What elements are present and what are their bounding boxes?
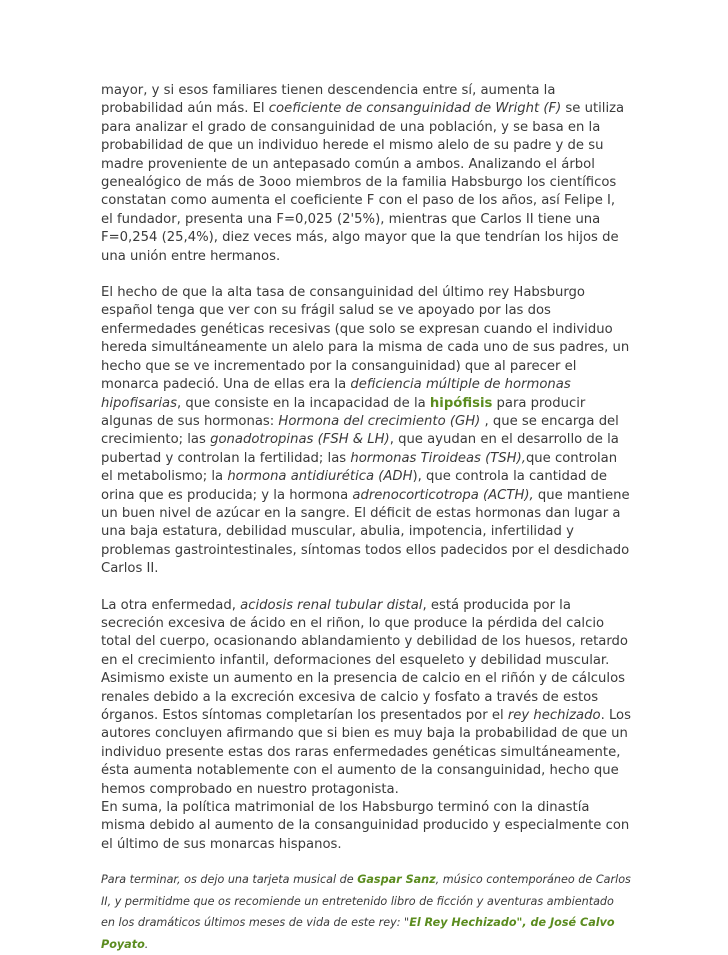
term-wright-coefficient: coeficiente de consanguinidad de Wright (F) bbox=[268, 101, 562, 117]
link-el-rey-hechizado[interactable]: El Rey Hechizado", de José Calvo Poyato bbox=[101, 916, 615, 951]
link-gaspar-sanz[interactable]: Gaspar Sanz bbox=[357, 873, 436, 887]
term-adh: hormona antidiurética (ADH bbox=[227, 469, 413, 485]
paragraph-recommendation: Para terminar, os dejo una tarjeta musical de Gaspar Sanz, músico contemporáneo de Carlos II, y permitidme que os recomiende un entretenido libro de ficción y aventuras ambientado en los dramáticos últimos meses de vida de este rey: "El Rey Hechizado", de José Calvo Poyato. bbox=[101, 873, 631, 951]
paragraph-hormone-deficiency: El hecho de que la alta tasa de consanguinidad del último rey Habsburgo español tenga que ver con su frágil salud se ve apoyado por las dos enfermedades genéticas recesivas (que solo se expresan cuando el individuo hereda simultáneamente un alelo para la misma de cada uno de sus padres, un hecho que se ve incrementado por la consanguinidad) que al parecer el monarca padeció. Una de ellas era la deficiencia múltiple de hormonas hipofisarias, que consiste en la incapacidad de la hipófisis para producir algunas de sus hormonas: Hormona del crecimiento (GH) , que se encarga del crecimiento; las gonadotropinas (FSH & LH), que ayudan en el desarrollo de la pubertad y controlan la fertilidad; las hormonas Tiroideas (TSH),que controlan el metabolismo; la hormona antidiurética (ADH), que controla la cantidad de orina que es producida; y la hormona adrenocorticotropa (ACTH), que mantiene un buen nivel de azúcar en la sangre. El déficit de estas hormonas dan lugar a una baja estatura, debilidad muscular, abulia, impotencia, infertilidad y problemas gastrointestinales, síntomas todos ellos padecidos por el desdichado Carlos II. bbox=[101, 285, 630, 577]
term-acth: adrenocorticotropa (ACTH), bbox=[352, 487, 534, 503]
term-pituitary-deficiency: deficiencia múltiple de hormonas hipofisarias bbox=[101, 377, 571, 411]
paragraph-consanguinity-coefficient: mayor, y si esos familiares tienen descendencia entre sí, aumenta la probabilidad aún más. El coeficiente de consanguinidad de Wright (F) se utiliza para analizar el grado de consanguinidad de una población, y se basa en la probabilidad de que un individuo herede el mismo alelo de su padre y de su madre proveniente de un antepasado común a ambos. Analizando el árbol genealógico de más de 3ooo miembros de la familia Habsburgo los científicos constatan como aumenta el coeficiente F con el paso de los años, así Felipe I, el fundador, presenta una F=0,025 (2'5%), mientras que Carlos II tiene una F=0,254 (25,4%), diez veces más, algo mayor que la que tendrían los hijos de una unión entre hermanos. bbox=[101, 83, 625, 264]
term-rey-hechizado: rey hechizado bbox=[507, 708, 601, 723]
term-gonadotropins: gonadotropinas (FSH & LH) bbox=[210, 432, 390, 448]
paragraph-conclusion: En suma, la política matrimonial de los Habsburgo terminó con la dinastía misma debido al aumento de la consanguinidad producido y especialmente con el último de sus monarcas hispanos. bbox=[101, 800, 630, 852]
article-body bbox=[101, 82, 631, 955]
term-thyroid-hormones: hormonas Tiroideas (TSH), bbox=[350, 450, 526, 466]
paragraph-renal-acidosis: La otra enfermedad, acidosis renal tubular distal, está producida por la secreción excesiva de ácido en el riñon, lo que produce la pérdida del calcio total del cuerpo, ocasionando ablandamiento y debilidad de los huesos, retardo en el crecimiento infantil, deformaciones del esqueleto y debilidad muscular. Asimismo existe un aumento en la presencia de calcio en el riñón y de cálculos renales debido a la excreción excesiva de calcio y fosfato a través de estos órganos. Estos síntomas completarían los presentados por el rey hechizado. Los autores concluyen afirmando que si bien es muy baja la probabilidad de que un individuo presente estas dos raras enfermedades genéticas simultáneamente, ésta aumenta notablemente con el aumento de la consanguinidad, hecho que hemos comprobado en nuestro protagonista. bbox=[101, 597, 632, 797]
term-renal-acidosis: acidosis renal tubular distal bbox=[240, 597, 423, 613]
term-growth-hormone: Hormona del crecimiento (GH) bbox=[278, 413, 481, 429]
link-hipofisis[interactable]: hipófisis bbox=[429, 395, 493, 411]
